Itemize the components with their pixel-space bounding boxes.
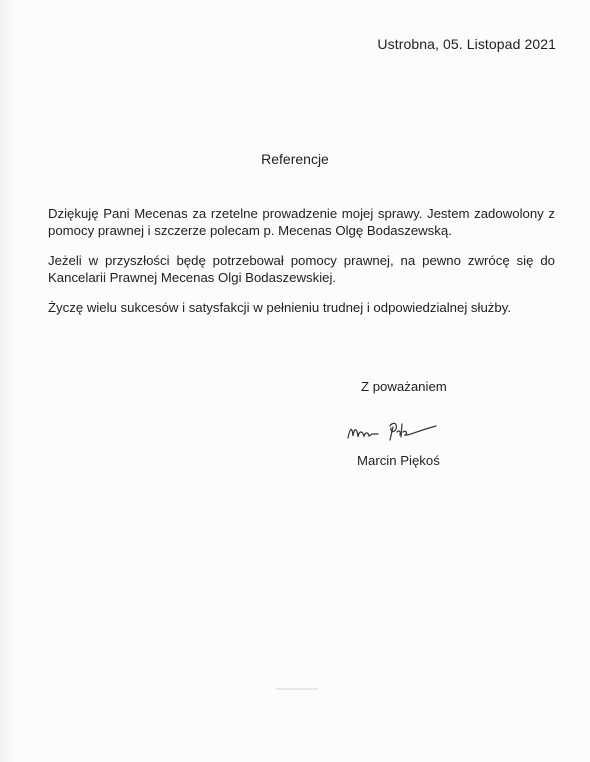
signer-name: Marcin Piękoś <box>357 453 440 468</box>
scan-artifact <box>276 688 318 690</box>
closing-phrase: Z poważaniem <box>361 379 447 394</box>
paragraph-1: Dziękuję Pani Mecenas za rzetelne prowadzenie mojej sprawy. Jestem zadowolony z pomocy prawnej i szczerze polecam p. Mecenas Olgę Bodaszewską. <box>48 206 555 238</box>
signature-icon <box>344 418 444 444</box>
paragraph-3: Życzę wielu sukcesów i satysfakcji w pełnieniu trudnej i odpowiedzialnej służby. <box>48 300 511 315</box>
letter-title: Referencje <box>261 151 329 167</box>
paragraph-2: Jeżeli w przyszłości będę potrzebował pomocy prawnej, na pewno zwrócę się do Kancelarii Prawnej Mecenas Olgi Bodaszewskiej. <box>48 253 555 285</box>
letter-body <box>48 205 555 329</box>
letter-date: Ustrobna, 05. Listopad 2021 <box>377 36 556 52</box>
